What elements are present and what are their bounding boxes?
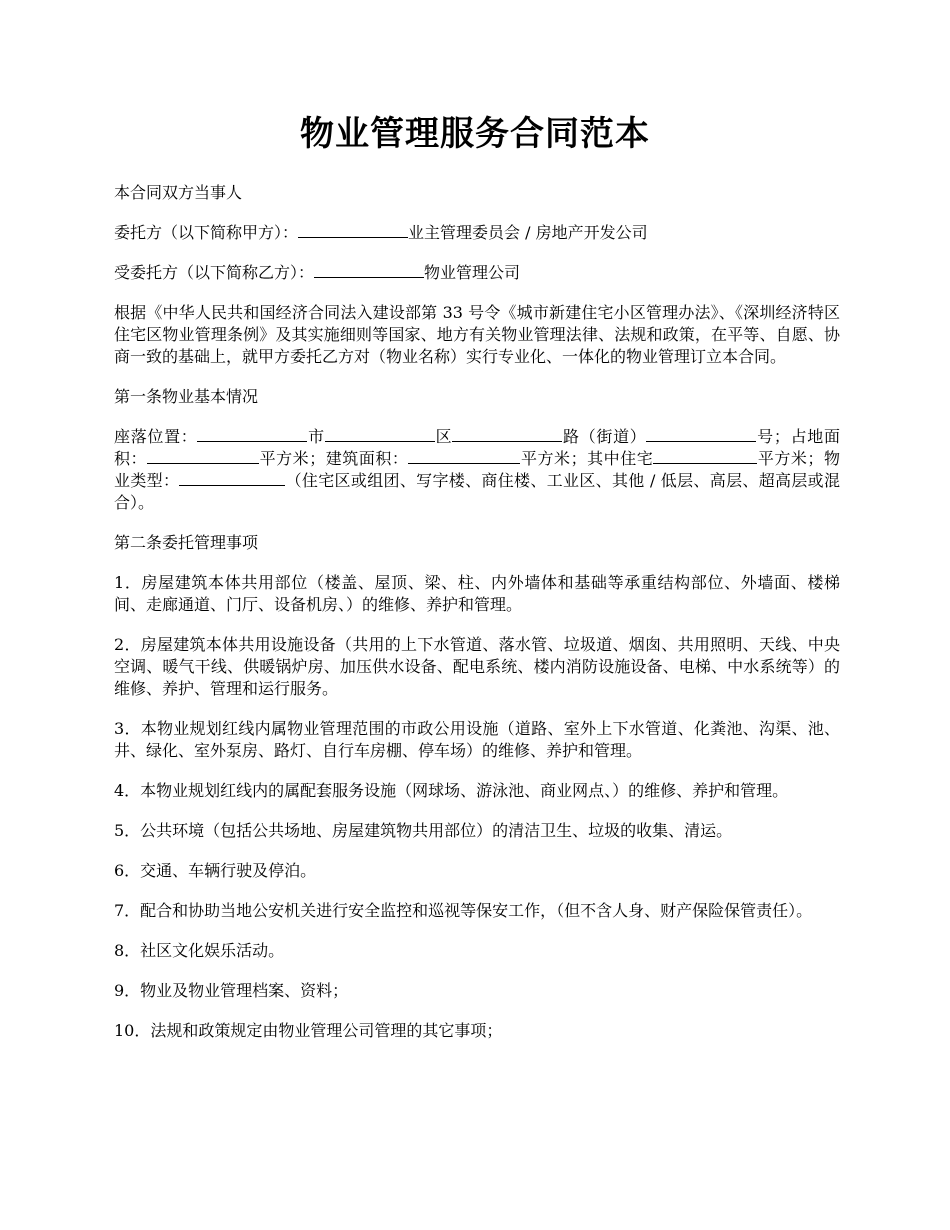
city-label: 市 — [307, 427, 325, 446]
article2-item: 4．本物业规划红线内的属配套服务设施（网球场、游泳池、商业网点、）的维修、养护和管理。 — [114, 781, 789, 800]
article2-item: 10．法规和政策规定由物业管理公司管理的其它事项； — [114, 1021, 503, 1040]
party-b-prefix: 受委托方（以下简称乙方）： — [114, 263, 315, 282]
article2-item: 2．房屋建筑本体共用设施设备（共用的上下水管道、落水管、垃圾道、烟囱、共用照明、天线、中央空调、暖气干线、供暖锅炉房、加压供水设备、配电系统、楼内消防设施设备、电梯、中水系统等）的维修、养护、管理和运行服务。 — [114, 635, 840, 698]
article2-item: 8．社区文化娱乐活动。 — [114, 941, 285, 960]
contract-page — [114, 112, 840, 1060]
party-a-blank — [298, 223, 408, 238]
party-b-blank — [314, 263, 424, 278]
property-type-label: 平方米；物业类型： — [114, 449, 840, 490]
document-title: 物业管理服务合同范本 — [300, 114, 650, 154]
party-b-suffix: 物业管理公司 — [424, 263, 521, 282]
building-area-blank — [408, 449, 520, 464]
road-blank — [452, 427, 562, 442]
article2-item: 9．物业及物业管理档案、资料； — [114, 981, 349, 1000]
article2-item: 6．交通、车辆行驶及停泊。 — [114, 861, 317, 880]
building-area-label: 平方米；建筑面积： — [259, 449, 409, 468]
location-label: 座落位置： — [114, 427, 198, 446]
article1-heading: 第一条物业基本情况 — [114, 387, 259, 406]
road-label: 路（街道） — [562, 427, 647, 446]
article2-item: 3．本物业规划红线内属物业管理范围的市政公用设施（道路、室外上下水管道、化粪池、沟渠、池、井、绿化、室外泵房、路灯、自行车房棚、停车场）的维修、养护和管理。 — [114, 719, 840, 760]
article2-item: 1．房屋建筑本体共用部位（楼盖、屋顶、梁、柱、内外墙体和基础等承重结构部位、外墙面、楼梯间、走廊通道、门厅、设备机房、）的维修、养护和管理。 — [114, 573, 840, 614]
land-area-label: 号；占地面积： — [114, 427, 840, 468]
land-area-blank — [147, 449, 259, 464]
residential-label: 平方米；其中住宅 — [520, 449, 654, 468]
article2-item: 5．公共环境（包括公共场地、房屋建筑物共用部位）的清洁卫生、垃圾的收集、清运。 — [114, 821, 733, 840]
party-a-line — [114, 222, 840, 244]
city-blank — [197, 427, 307, 442]
article2-heading: 第二条委托管理事项 — [114, 533, 259, 552]
residential-area-blank — [653, 449, 757, 464]
district-label: 区 — [434, 427, 453, 446]
district-blank — [325, 427, 435, 442]
preamble-paragraph: 根据《中华人民共和国经济合同法入建设部第 33 号令《城市新建住宅小区管理办法》、《深圳经济特区住宅区物业管理条例》及其实施细则等国家、地方有关物业管理法律、法规和政策，在平等、自愿、协商一致的基础上，就甲方委托乙方对（物业名称）实行专业化、一体化的物业管理订立本合同。 — [114, 303, 840, 366]
parties-heading: 本合同双方当事人 — [114, 183, 243, 202]
party-b-line — [114, 262, 840, 284]
party-a-prefix: 委托方（以下简称甲方）： — [114, 223, 299, 242]
number-blank — [646, 427, 756, 442]
property-type-options: （住宅区或组团、写字楼、商住楼、工业区、其他 / 低层、高层、超高层或混合）。 — [114, 471, 840, 512]
party-a-suffix: 业主管理委员会 / 房地产开发公司 — [408, 223, 648, 242]
property-type-blank — [179, 471, 285, 486]
article2-item: 7．配合和协助当地公安机关进行安全监控和巡视等保安工作，（但不含人身、财产保险保管责任）。 — [114, 901, 813, 920]
article1-property-details — [114, 426, 840, 514]
